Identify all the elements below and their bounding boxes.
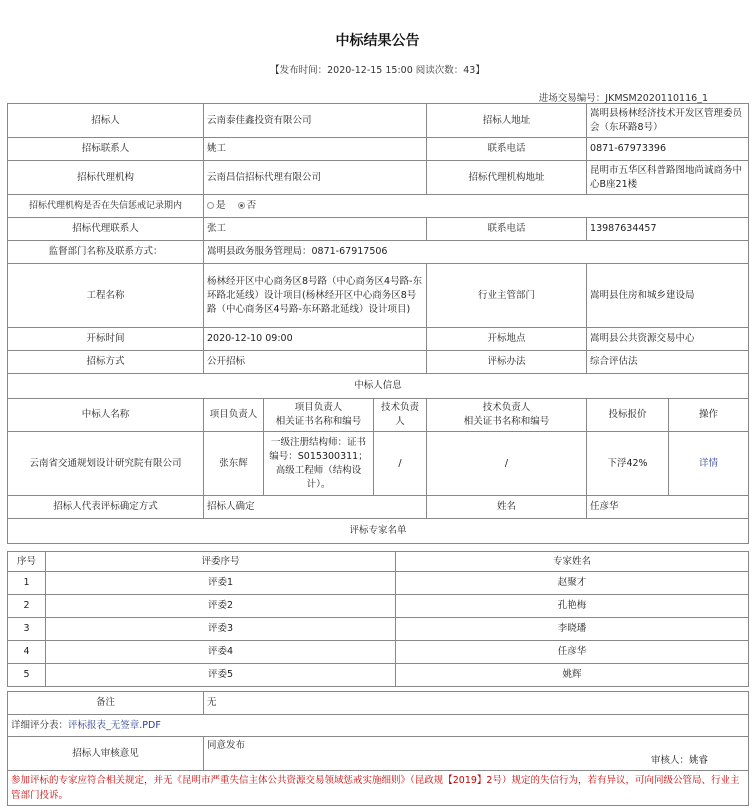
open-place-label: 开标地点	[427, 328, 587, 351]
rep-name: 任彦华	[587, 496, 749, 519]
expert-seq: 评委1	[46, 572, 396, 595]
open-time-value: 2020-12-10 09:00	[204, 328, 427, 351]
agency-addr-value: 昆明市五华区科普路图地尚诚商务中心B座21楼	[587, 161, 749, 195]
table-row	[8, 595, 749, 618]
winner-name: 云南省交通规划设计研究院有限公司	[8, 432, 204, 496]
winner-tech: /	[374, 432, 427, 496]
expert-no: 1	[8, 572, 46, 595]
expert-no: 4	[8, 641, 46, 664]
winner-header-action: 操作	[669, 399, 749, 432]
winner-detail-link[interactable]: 详情	[669, 432, 749, 496]
winner-section-title: 中标人信息	[8, 374, 749, 399]
remark-label: 备注	[8, 692, 204, 715]
warning-notice: 参加评标的专家应符合相关规定，并无《昆明市严重失信主体公共资源交易领域惩戒实施细则》（昆政规【2019】2号）规定的失信行为，若有异议，可向同级公管局、行业主管部门投诉。	[8, 771, 749, 806]
eval-value: 综合评估法	[587, 351, 749, 374]
rep-name-label: 姓名	[427, 496, 587, 519]
table-row	[8, 618, 749, 641]
agency-contact-value: 张工	[204, 218, 427, 241]
winner-tech-cert: /	[427, 432, 587, 496]
reviewer: 审核人：姚睿	[650, 755, 708, 766]
winner-header-pm-cert: 项目负责人 相关证书名称和编号	[264, 399, 374, 432]
publish-meta: 【发布时间：2020-12-15 15:00 阅读次数：43】	[270, 65, 485, 76]
project-label: 工程名称	[8, 264, 204, 328]
winner-pm-cert: 一级注册结构师：证书编号：S015300311；高级工程师（结构设计）。	[264, 432, 374, 496]
experts-header-no: 序号	[8, 552, 46, 572]
attachment-link[interactable]: 评标报表_无签章.PDF	[68, 719, 161, 731]
expert-no: 3	[8, 618, 46, 641]
expert-name: 李晓璠	[396, 618, 749, 641]
supervisor-value: 嵩明县政务服务管理局：0871-67917506	[204, 241, 749, 264]
expert-name: 任彦华	[396, 641, 749, 664]
expert-seq: 评委5	[46, 664, 396, 687]
credit-no-radio[interactable]	[238, 202, 245, 209]
agency-phone-label: 联系电话	[427, 218, 587, 241]
eval-label: 评标办法	[427, 351, 587, 374]
winner-header-pm: 项目负责人	[204, 399, 264, 432]
winner-price: 下浮42%	[587, 432, 669, 496]
winner-header-tech-cert: 技术负责人 相关证书名称和编号	[427, 399, 587, 432]
attachment-label: 详细评分表：	[11, 719, 69, 731]
table-row	[8, 641, 749, 664]
footer-table	[7, 691, 749, 806]
industry-label: 行业主管部门	[427, 264, 587, 328]
method-label: 招标方式	[8, 351, 204, 374]
agency-value: 云南昌信招标代理有限公司	[204, 161, 427, 195]
winner-header-name: 中标人名称	[8, 399, 204, 432]
supervisor-label: 监督部门名称及联系方式：	[8, 241, 204, 264]
industry-value: 嵩明县住房和城乡建设局	[587, 264, 749, 328]
agency-contact-label: 招标代理联系人	[8, 218, 204, 241]
agency-phone-value: 13987634457	[587, 218, 749, 241]
tenderer-label: 招标人	[8, 104, 204, 138]
page-title: 中标结果公告	[335, 33, 420, 49]
tenderer-value: 云南泰佳鑫投资有限公司	[204, 104, 427, 138]
credit-options	[204, 195, 749, 218]
expert-seq: 评委3	[46, 618, 396, 641]
open-time-label: 开标时间	[8, 328, 204, 351]
experts-table	[7, 551, 749, 687]
credit-label: 招标代理机构是否在失信惩戒记录期内	[8, 195, 204, 218]
review-cell	[204, 737, 749, 771]
credit-yes-label: 是	[216, 200, 226, 211]
review-opinion: 同意发布	[207, 740, 246, 751]
expert-no: 2	[8, 595, 46, 618]
attachment-row	[8, 715, 749, 737]
agency-label: 招标代理机构	[8, 161, 204, 195]
expert-name: 赵聚才	[396, 572, 749, 595]
tender-info-table	[7, 103, 749, 544]
credit-no-label: 否	[246, 200, 257, 211]
rep-method: 招标人确定	[204, 496, 427, 519]
experts-header-name: 专家姓名	[396, 552, 749, 572]
transaction-number: 进场交易编号：JKMSM2020110116_1	[538, 93, 708, 104]
expert-seq: 评委4	[46, 641, 396, 664]
experts-header-seq: 评委序号	[46, 552, 396, 572]
credit-yes-radio[interactable]	[207, 202, 214, 209]
winner-pm: 张东辉	[204, 432, 264, 496]
experts-section-title: 评标专家名单	[8, 519, 749, 544]
phone-value: 0871-67973396	[587, 138, 749, 161]
winner-header-price: 投标报价	[587, 399, 669, 432]
rep-label: 招标人代表评标确定方式	[8, 496, 204, 519]
contact-value: 姚工	[204, 138, 427, 161]
remark-value: 无	[204, 692, 749, 715]
open-place-value: 嵩明县公共资源交易中心	[587, 328, 749, 351]
expert-seq: 评委2	[46, 595, 396, 618]
table-row	[8, 572, 749, 595]
project-value: 杨林经开区中心商务区8号路（中心商务区4号路-东环路北延线）设计项目(杨林经开区中心商务区8号路（中心商务区4号路-东环路北延线）设计项目)	[204, 264, 427, 328]
agency-addr-label: 招标代理机构地址	[427, 161, 587, 195]
tenderer-addr-label: 招标人地址	[427, 104, 587, 138]
contact-label: 招标联系人	[8, 138, 204, 161]
expert-name: 姚辉	[396, 664, 749, 687]
winner-header-tech: 技术负责人	[374, 399, 427, 432]
table-row	[8, 664, 749, 687]
review-label: 招标人审核意见	[8, 737, 204, 771]
tenderer-addr-value: 嵩明县杨林经济技术开发区管理委员会（东环路8号）	[587, 104, 749, 138]
expert-no: 5	[8, 664, 46, 687]
expert-name: 孔艳梅	[396, 595, 749, 618]
method-value: 公开招标	[204, 351, 427, 374]
phone-label: 联系电话	[427, 138, 587, 161]
